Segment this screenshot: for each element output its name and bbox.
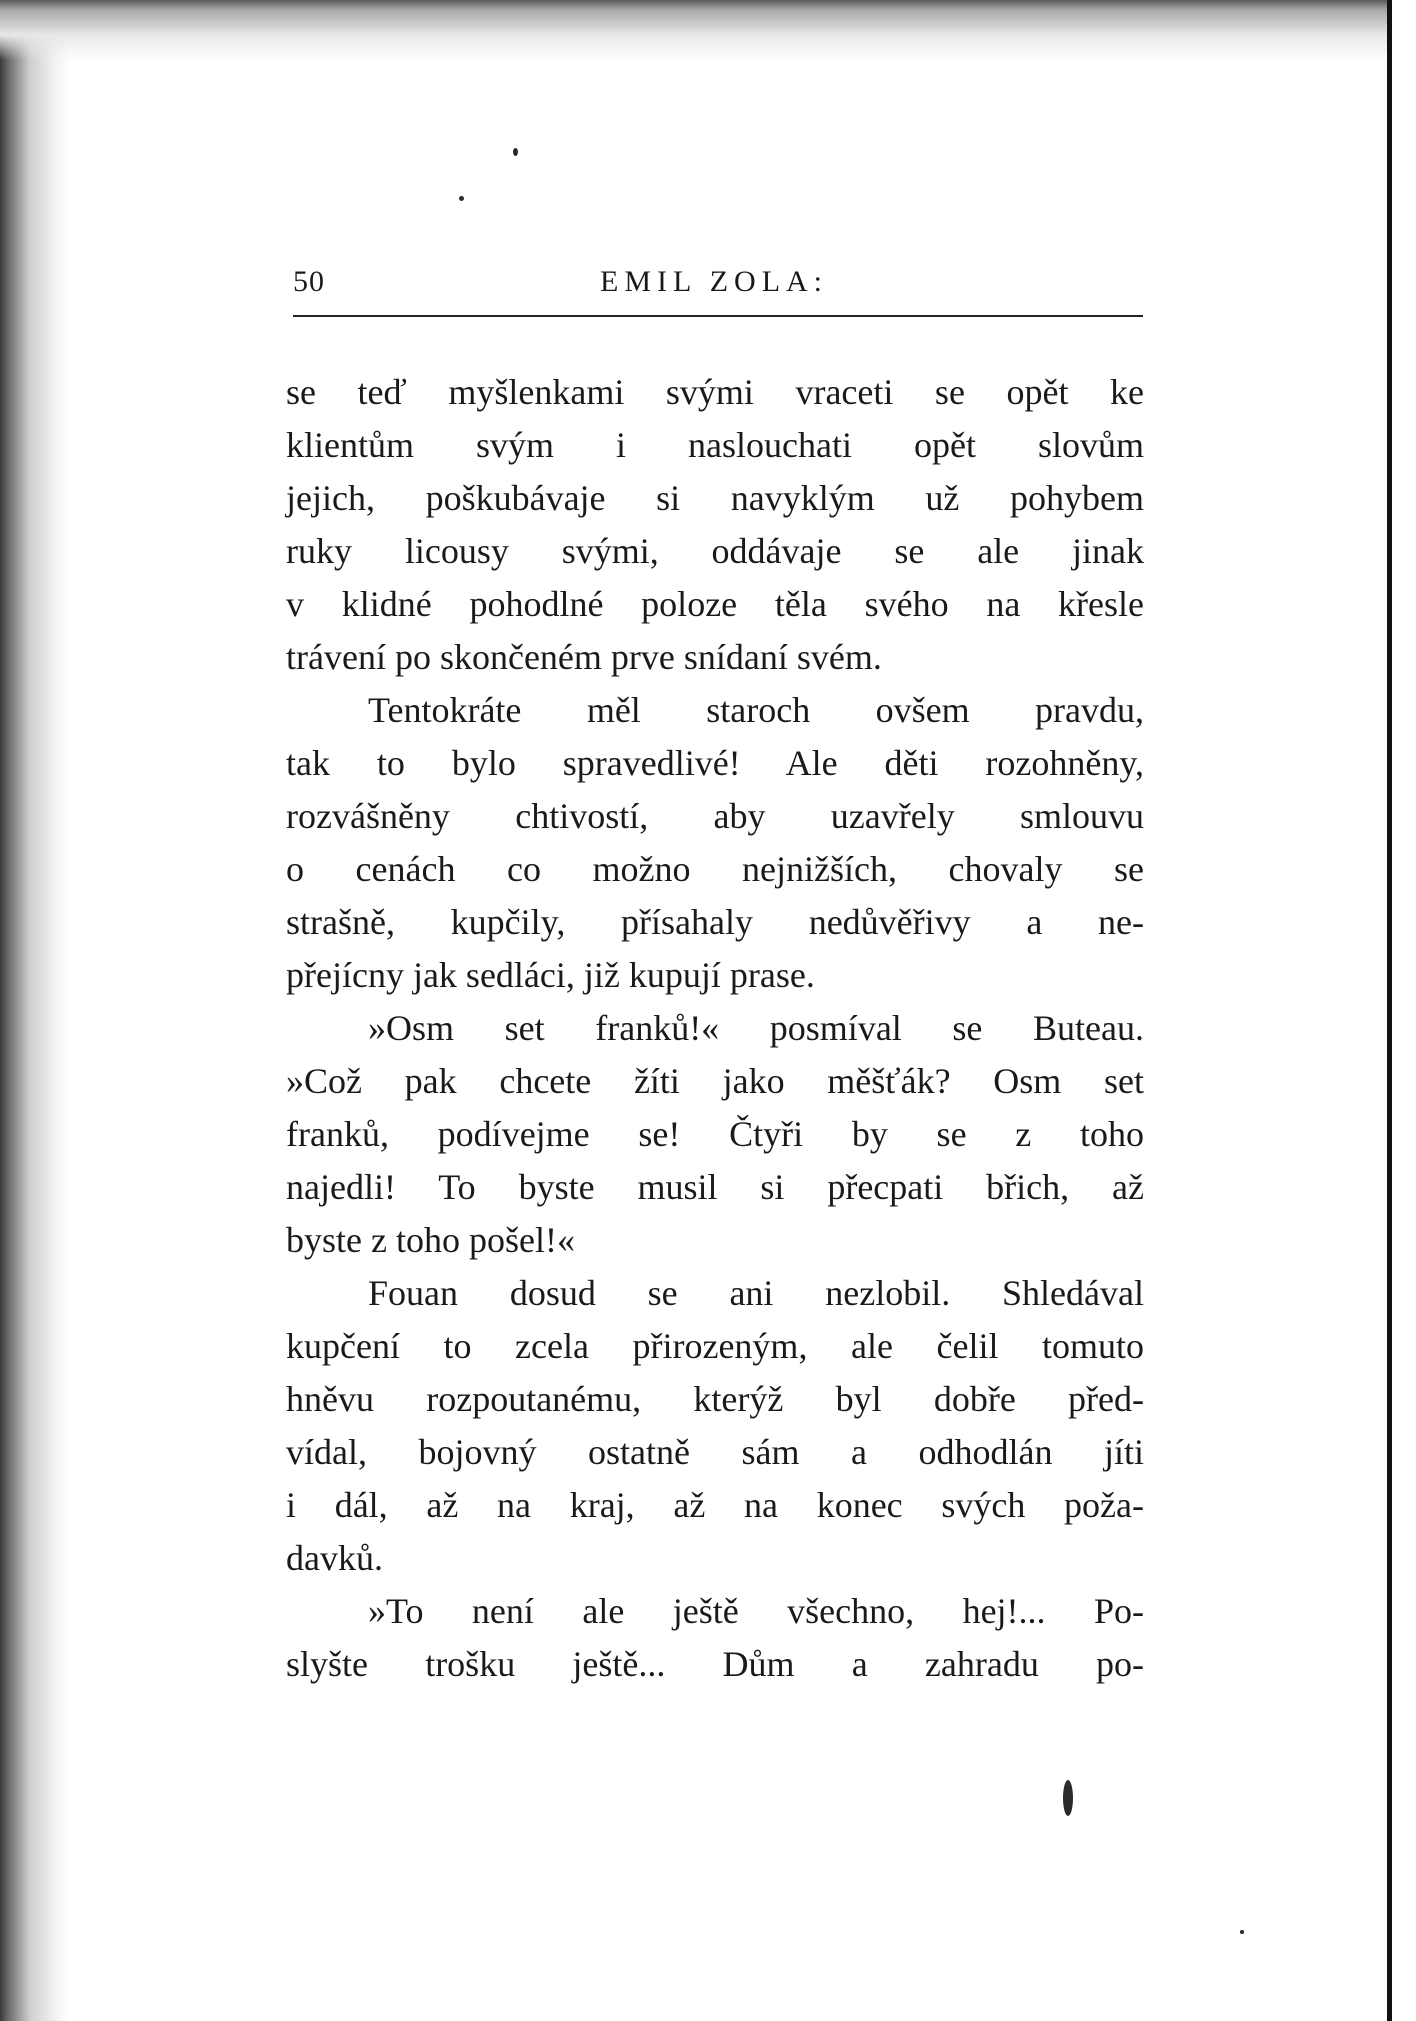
text-line: Fouan dosud se ani nezlobil. Shledával	[368, 1273, 1144, 1313]
text-line: tak to bylo spravedlivé! Ale děti rozohněny,	[286, 743, 1144, 783]
text-line: davků.	[286, 1538, 383, 1578]
speck	[1063, 1780, 1073, 1816]
running-title: EMIL ZOLA:	[600, 265, 829, 298]
text-line: klientům svým i naslouchati opět slovům	[286, 425, 1144, 465]
text-line: hněvu rozpoutanému, kterýž byl dobře před-	[286, 1379, 1144, 1419]
speck	[459, 196, 464, 201]
text-line: Tentokráte měl staroch ovšem pravdu,	[368, 690, 1144, 730]
text-line: najedli! To byste musil si přecpati břich, až	[286, 1167, 1144, 1207]
text-line: i dál, až na kraj, až na konec svých poža-	[286, 1485, 1144, 1525]
running-head	[293, 265, 1143, 317]
text-line: »Osm set franků!« posmíval se Buteau.	[368, 1008, 1144, 1048]
text-line: franků, podívejme se! Čtyři by se z toho	[286, 1114, 1144, 1154]
text-line: ruky licousy svými, oddávaje se ale jinak	[286, 531, 1144, 571]
scan-shadow-left	[0, 0, 70, 2021]
scan-edge-right	[1387, 0, 1416, 2021]
text-line: slyšte trošku ještě... Dům a zahradu po-	[286, 1644, 1144, 1684]
text-line: se teď myšlenkami svými vraceti se opět ke	[286, 372, 1144, 412]
speck	[1240, 1930, 1244, 1934]
text-line: v klidné pohodlné poloze těla svého na křesle	[286, 584, 1144, 624]
text-line: o cenách co možno nejnižších, chovaly se	[286, 849, 1144, 889]
text-line: kupčení to zcela přirozeným, ale čelil tomuto	[286, 1326, 1144, 1366]
text-line: »To není ale ještě všechno, hej!... Po-	[368, 1591, 1144, 1631]
scan-shadow-top	[0, 0, 1416, 60]
text-line: vídal, bojovný ostatně sám a odhodlán jíti	[286, 1432, 1144, 1472]
text-line: jejich, poškubávaje si navyklým už pohybem	[286, 478, 1144, 518]
speck	[513, 148, 518, 156]
text-line: strašně, kupčily, přísahaly nedůvěřivy a ne-	[286, 902, 1144, 942]
text-line: rozvášněny chtivostí, aby uzavřely smlouvu	[286, 796, 1144, 836]
text-line: »Což pak chcete žíti jako měšťák? Osm set	[286, 1061, 1144, 1101]
body-text	[286, 366, 1144, 1691]
text-line: byste z toho pošel!«	[286, 1220, 575, 1260]
page-number: 50	[293, 265, 325, 298]
text-line: přejícny jak sedláci, již kupují prase.	[286, 955, 815, 995]
text-line: trávení po skončeném prve snídaní svém.	[286, 637, 882, 677]
